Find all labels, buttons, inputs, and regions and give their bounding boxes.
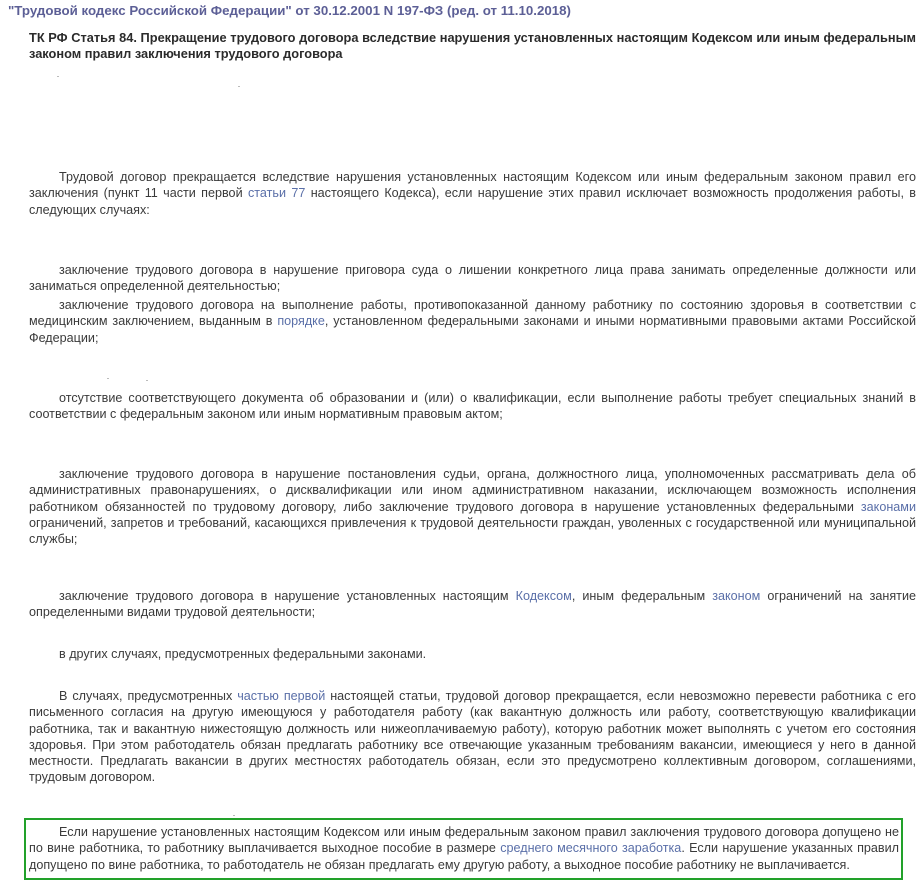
link-law[interactable]: законом <box>712 589 761 603</box>
link-code[interactable]: Кодексом <box>515 589 572 603</box>
separator-dot <box>233 815 235 816</box>
list-item-court-sentence: заключение трудового договора в нарушение приговора суда о лишении конкретного лица права занимать определенные должности или заниматься определенной деятельностью; <box>29 263 916 294</box>
list-item-other-cases: в других случаях, предусмотренных федеральными законами. <box>59 647 427 661</box>
link-procedure[interactable]: порядке <box>277 314 325 329</box>
separator-dot <box>146 380 148 381</box>
link-article-77[interactable]: статьи 77 <box>247 186 306 201</box>
paragraph-severance: Если нарушение установленных настоящим Кодексом или иным федеральным законом правил заключения трудового договора допущено не по вине работника, то работнику выплачивается выходное пособие в размере среднего месячного заработка. Если нарушение указанных правил допущено по вине работника, то работодатель не обязан предлагать ему другую работу, а выходное пособие работнику не выплачивается. <box>29 825 899 872</box>
list-item-health: заключение трудового договора на выполнение работы, противопоказанной данному работнику по состоянию здоровья в соответствии с медицинским заключением, выданным в порядке, установленном федеральными законами и иными нормативными правовыми актами Российской Федерации; <box>29 298 916 345</box>
separator-dot <box>57 76 59 77</box>
document-header-link[interactable]: "Трудовой кодекс Российской Федерации" от 30.12.2001 N 197-ФЗ (ред. от 11.10.2018) <box>8 3 571 18</box>
article-title: ТК РФ Статья 84. Прекращение трудового договора вследствие нарушения установленных настоящим Кодексом или иным федеральным законом правил заключения трудового договора <box>29 30 916 61</box>
list-item-education: отсутствие соответствующего документа об образовании и (или) о квалификации, если выполнение работы требует специальных знаний в соответствии с федеральным законом или иным нормативным правовым актом; <box>29 391 916 422</box>
separator-dot <box>107 378 109 379</box>
paragraph-transfer: В случаях, предусмотренных частью первой настоящей статьи, трудовой договор прекращается, если невозможно перевести работника с его письменного согласия на другую имеющуюся у работодателя работу (как вакантную должность или работу, соответствующую квалификации работника, так и вакантную нижестоящую должность или нижеоплачиваемую работу), которую работник может выполнять с учетом его состояния здоровья. При этом работодатель обязан предлагать работнику все отвечающие указанным требованиям вакансии, имеющиеся у него в данной местности. Предлагать вакансии в других местностях работодатель обязан, если это предусмотрено коллективным договором, соглашениями, трудовым договором. <box>29 689 916 785</box>
list-item-restrictions: заключение трудового договора в нарушение установленных настоящим Кодексом, иным федеральным законом ограничений на занятие определенными видами трудовой деятельности; <box>29 589 916 620</box>
link-laws[interactable]: законами <box>860 499 916 514</box>
highlighted-paragraph-box <box>24 818 903 880</box>
separator-dot <box>238 86 240 87</box>
paragraph-intro: Трудовой договор прекращается вследствие нарушения установленных настоящим Кодексом или иным федеральным законом правил его заключения (пункт 11 части первой статьи 77 настоящего Кодекса), если нарушение этих правил исключает возможность продолжения работы, в следующих случаях: <box>29 170 916 217</box>
link-part-one[interactable]: частью первой <box>237 689 326 703</box>
list-item-disqualification: заключение трудового договора в нарушение постановления судьи, органа, должностного лица, уполномоченных рассматривать дела об административных правонарушениях, о дисквалификации или ином административном наказании, исключающем возможность исполнения работником обязанностей по трудовому договору, либо заключение трудового договора в нарушение установленных федеральными законами ограничений, запретов и требований, касающихся привлечения к трудовой деятельности граждан, уволенных с государственной или муниципальной службы; <box>29 467 916 547</box>
link-average-monthly-earnings[interactable]: среднего месячного заработка <box>500 841 682 856</box>
